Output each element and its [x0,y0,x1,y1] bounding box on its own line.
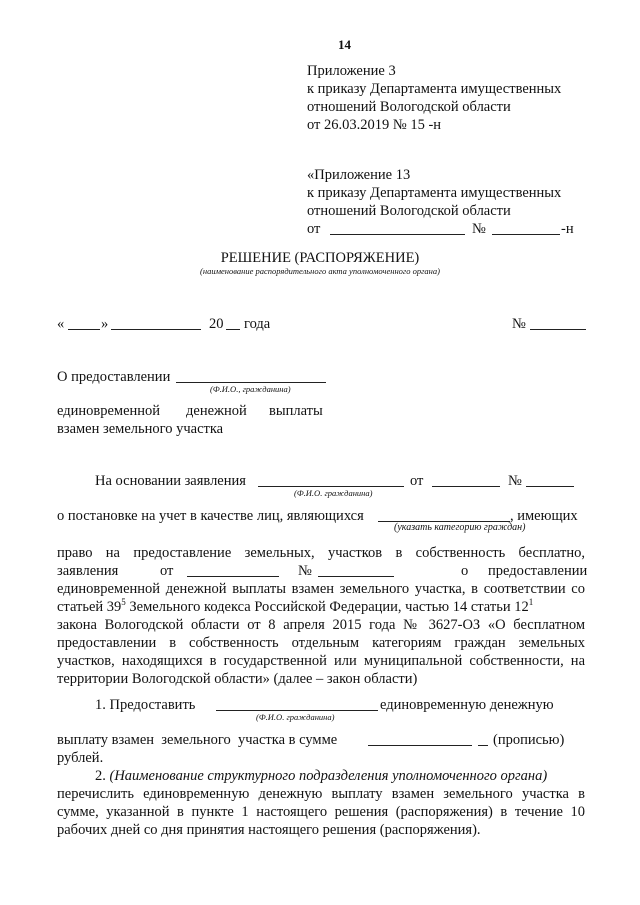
item1-line3: рублей. [57,750,104,766]
item1-caption: (Ф.И.О. гражданина) [256,712,335,722]
basis-line4-a: заявления [57,563,119,579]
appendix3-line2: к приказу Департамента имущественных [307,81,562,97]
subject-word2: денежной [186,403,247,419]
item2-line1 [95,767,547,785]
subject-prefix: О предоставлении [57,369,171,385]
appendix13-number-label: № [472,221,486,237]
appendix3-line3: отношений Вологодской области [307,99,511,115]
basis-applicant-blank [258,486,404,487]
basis-line1-prefix: На основании заявления [95,473,246,489]
basis-date-blank [432,486,500,487]
basis-line6-sup1: 5 [121,597,126,608]
item1-line2-b: (прописью) [493,732,565,748]
basis-line9: участков, находящихся в государственной или муниципальной собственности, на [57,653,585,669]
basis-number-blank [526,486,574,487]
appendix13-date-blank [330,234,465,235]
subject-caption: (Ф.И.О., гражданина) [210,384,291,394]
item1-sum-blank [368,745,472,746]
item1-name-blank [216,710,378,711]
item2-number: 2. [95,768,106,784]
date-month-blank [111,329,201,330]
basis-line4-b: от [160,563,174,579]
subject-word1: единовременной [57,403,161,419]
item1-suffix: единовременную денежную [380,697,554,713]
subject-line2: взамен земельного участка [57,421,224,437]
date-open-quote: « [57,316,65,332]
basis-caption1: (Ф.И.О. гражданина) [294,488,373,498]
date-year-word: года [244,316,271,332]
appendix13-from-label: от [307,221,321,237]
basis-line4-d: о [461,563,469,579]
appendix13-line1: «Приложение 13 [307,167,411,183]
basis-caption2: (указать категорию граждан) [394,522,526,533]
basis-line4-e: предоставлении [488,563,588,579]
page-number: 14 [338,37,351,52]
basis-line6-sup2: 1 [528,597,534,608]
appendix13-line2: к приказу Департамента имущественных [307,185,562,201]
item2-line2: перечислить единовременную денежную выплату взамен земельного участка в [57,786,585,802]
basis-line4-number-blank [318,576,394,577]
date-day-blank [68,329,100,330]
basis-line7: закона Вологодской области от 8 апреля 2015 года № 3627-ОЗ «О бесплатном [57,617,585,633]
basis-line10: территории Вологодской области» (далее – закон области) [57,671,418,687]
basis-number-label: № [508,473,522,489]
date-close-quote: » [101,316,109,332]
item1-sum-blank2 [478,745,488,746]
decision-number-blank [530,329,586,330]
basis-line6-a: статьей 39 [57,599,122,615]
appendix3-line1: Приложение 3 [307,63,396,79]
appendix3-line4: от 26.03.2019 № 15 -н [307,117,442,133]
basis-line2-prefix: о постановке на учет в качестве лиц, являющихся [57,508,364,524]
subject-name-blank [176,382,326,383]
appendix13-line3: отношений Вологодской области [307,203,511,219]
item1-prefix: 1. Предоставить [95,697,196,713]
basis-line5: единовременной денежной выплаты взамен земельного участка, в соответствии со [57,581,585,597]
basis-line6 [57,598,585,616]
appendix13-number-blank [492,234,560,235]
date-year-blank [226,329,240,330]
decision-title: РЕШЕНИЕ (РАСПОРЯЖЕНИЕ) [220,250,420,266]
item2-line3: сумме, указанной в пункте 1 настоящего решения (распоряжения) в течение 10 [57,804,585,820]
subject-word3: выплаты [269,403,323,419]
basis-line4-date-blank [187,576,279,577]
basis-line4-c: № [298,563,312,579]
decision-caption: (наименование распорядительного акта уполномоченного органа) [200,266,440,276]
basis-line8: предоставлении в собственность отдельным категориям граждан земельных [57,635,585,651]
basis-line6-b: Земельного кодекса Российской Федерации, частью 14 статьи 12 [125,599,529,615]
decision-number-label: № [512,316,526,332]
date-year-prefix: 20 [209,316,224,332]
basis-line2-suffix: , имеющих [510,508,578,524]
item2-italic: (Наименование структурного подразделения уполномоченного органа) [109,768,548,784]
appendix13-suffix: -н [561,221,574,237]
item2-line4: рабочих дней со дня принятия настоящего решения (распоряжения). [57,822,481,838]
item1-line2-a: выплату взамен земельного участка в сумме [57,732,338,748]
basis-from-label: от [410,473,424,489]
basis-line3: право на предоставление земельных, участков в собственность бесплатно, [57,545,585,561]
